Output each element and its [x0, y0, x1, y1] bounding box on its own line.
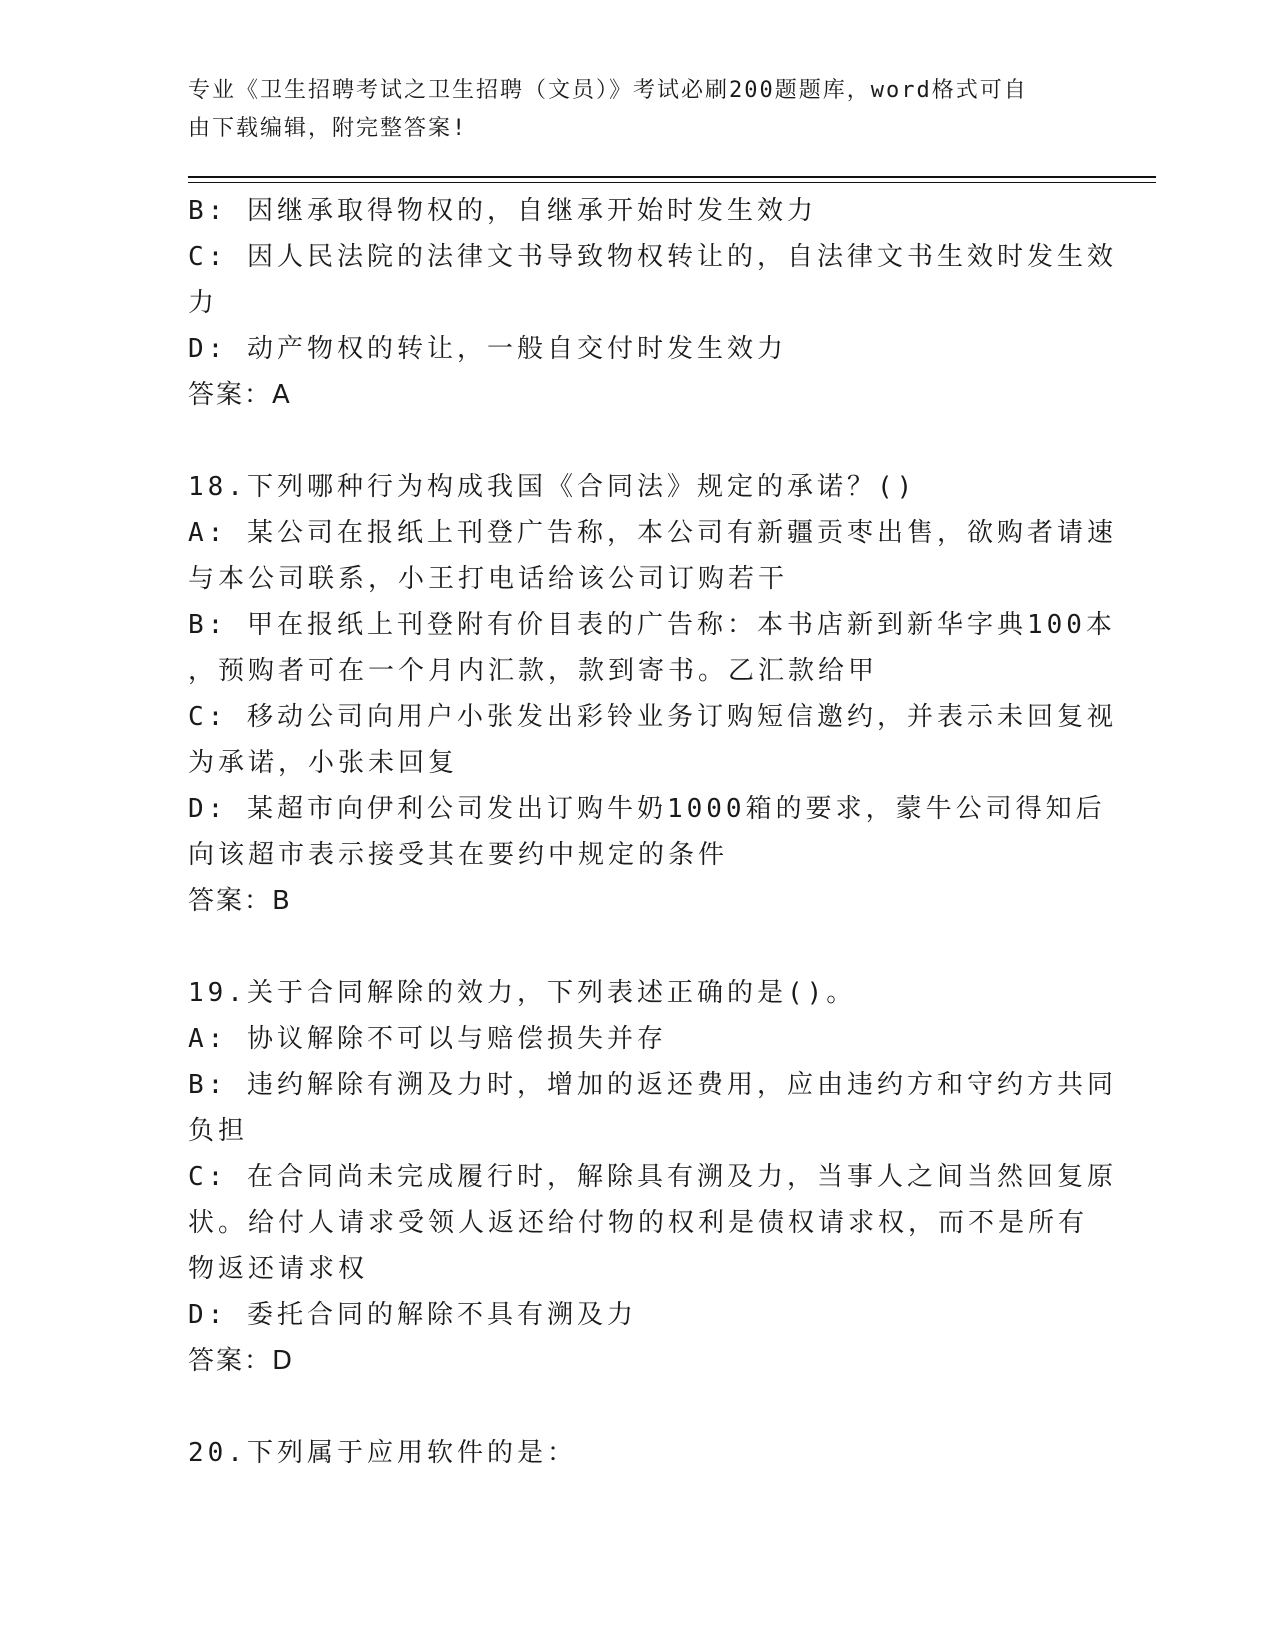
q18-option-a-line1: A: 某公司在报纸上刊登广告称，本公司有新疆贡枣出售，欲购者请速 — [188, 518, 1117, 548]
q17-answer: 答案：A — [188, 380, 292, 410]
spacer — [188, 1384, 1088, 1430]
question-content — [188, 188, 1117, 1476]
q19-stem: 19.关于合同解除的效力，下列表述正确的是()。 — [188, 978, 857, 1008]
header-line-1: 专业《卫生招聘考试之卫生招聘（文员）》考试必刷200题题库，word格式可自 — [188, 78, 1028, 103]
q19-option-b-line1: B: 违约解除有溯及力时，增加的返还费用，应由违约方和守约方共同 — [188, 1070, 1117, 1100]
q18-option-b-line1: B: 甲在报纸上刊登附有价目表的广告称：本书店新到新华字典100本 — [188, 610, 1116, 640]
q18-option-b-line2: ，预购者可在一个月内汇款，款到寄书。乙汇款给甲 — [188, 656, 879, 686]
q18-stem: 18.下列哪种行为构成我国《合同法》规定的承诺？() — [188, 472, 917, 502]
q18-answer: 答案：B — [188, 886, 292, 916]
q17-option-c-line2: 力 — [188, 288, 219, 318]
spacer — [188, 924, 1088, 970]
q18-option-c-line1: C: 移动公司向用户小张发出彩铃业务订购短信邀约，并表示未回复视 — [188, 702, 1117, 732]
q18-option-a-line2: 与本公司联系，小王打电话给该公司订购若干 — [188, 564, 789, 594]
q19-option-a: A: 协议解除不可以与赔偿损失并存 — [188, 1024, 667, 1054]
q20-stem: 20.下列属于应用软件的是： — [188, 1438, 577, 1468]
q19-option-c-line3: 物返还请求权 — [188, 1254, 369, 1284]
q17-option-b: B: 因继承取得物权的，自继承开始时发生效力 — [188, 196, 817, 226]
header-divider-thick — [188, 176, 1156, 178]
q18-option-d-line1: D: 某超市向伊利公司发出订购牛奶1000箱的要求，蒙牛公司得知后 — [188, 794, 1106, 824]
q19-option-c-line2: 状。给付人请求受领人返还给付物的权利是债权请求权，而不是所有 — [188, 1208, 1089, 1238]
q19-answer: 答案：D — [188, 1346, 295, 1376]
header-line-2: 由下载编辑，附完整答案! — [188, 116, 468, 141]
q19-option-b-line2: 负担 — [188, 1116, 249, 1146]
q19-option-d: D: 委托合同的解除不具有溯及力 — [188, 1300, 637, 1330]
document-header — [188, 72, 1068, 148]
q18-option-d-line2: 向该超市表示接受其在要约中规定的条件 — [188, 840, 729, 870]
q18-option-c-line2: 为承诺，小张未回复 — [188, 748, 459, 778]
q19-option-c-line1: C: 在合同尚未完成履行时，解除具有溯及力，当事人之间当然回复原 — [188, 1162, 1117, 1192]
spacer — [188, 418, 1088, 464]
q17-option-c-line1: C: 因人民法院的法律文书导致物权转让的，自法律文书生效时发生效 — [188, 242, 1117, 272]
header-divider-thin — [188, 182, 1156, 183]
q17-option-d: D: 动产物权的转让，一般自交付时发生效力 — [188, 334, 787, 364]
